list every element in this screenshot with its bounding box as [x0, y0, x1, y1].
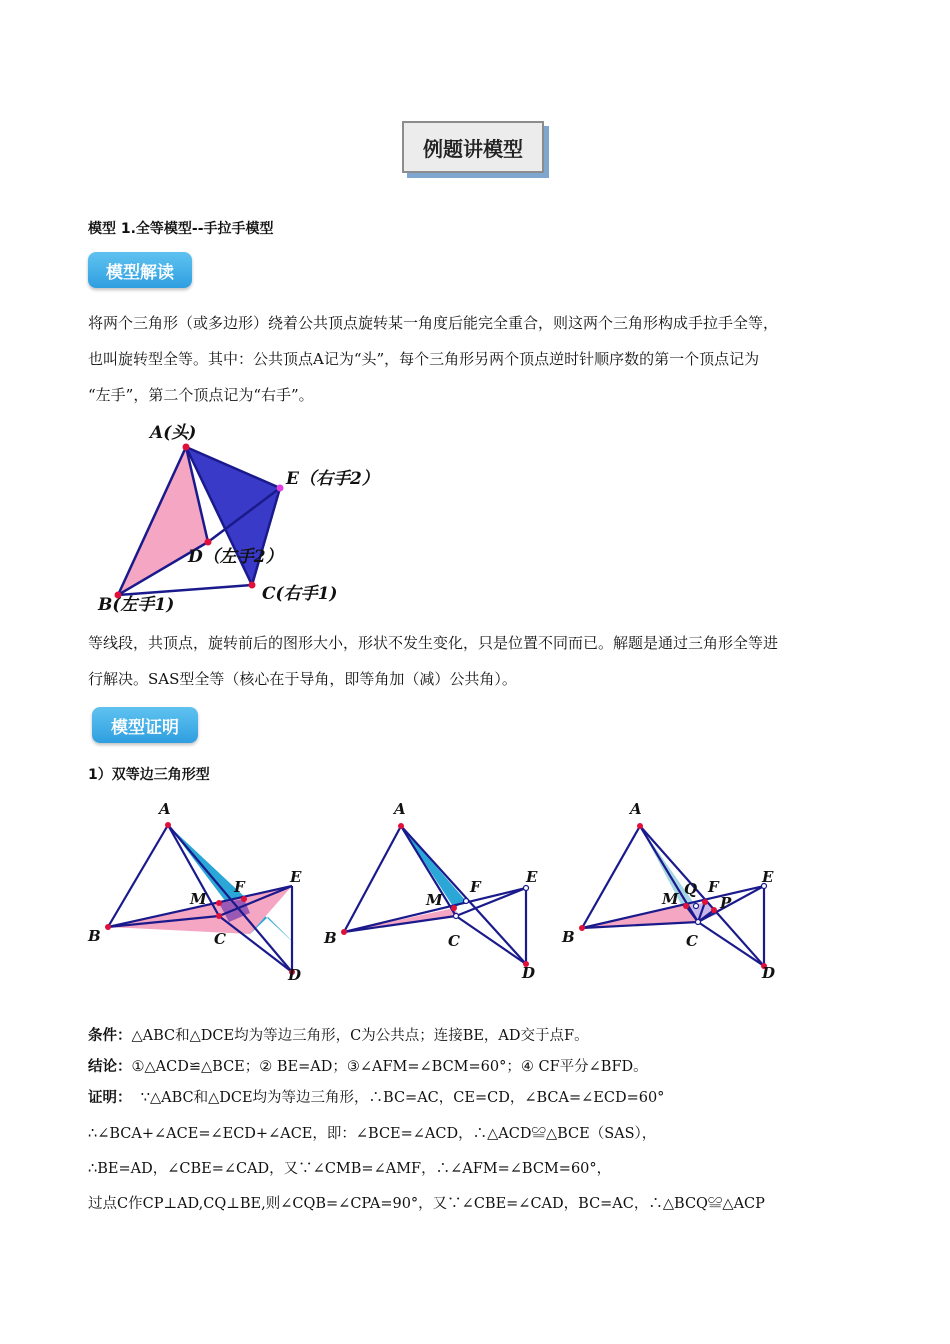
label-A-head: A(头) — [150, 423, 197, 443]
proof-line-4: 过点C作CP⊥AD,CQ⊥BE,则∠CQB=∠CPA=90°，又∵∠CBE=∠CAD，BC=AC，∴△BCQ≌△ACP — [88, 1196, 765, 1212]
proof-line-2: ∴∠BCA+∠ACE=∠ECD+∠ACE，即：∠BCE=∠ACD，∴△ACD≌△BCE（SAS）， — [88, 1126, 657, 1142]
badge-model-proof: 模型证明 — [92, 707, 198, 743]
figure-double-equilateral-3 — [558, 798, 788, 988]
proof-label: 证明： — [88, 1090, 132, 1106]
badge-model-reading: 模型解读 — [88, 252, 192, 288]
fig1-label-M: M — [190, 890, 207, 908]
conclusion-text: ①△ACD≌△BCE；② BE=AD；③∠AFM=∠BCM=60°；④ CF平分∠BFD。 — [131, 1059, 648, 1075]
fig1-label-D: D — [288, 966, 302, 984]
page-title: 例题讲模型 — [402, 121, 544, 173]
conclusion-label: 结论： — [88, 1059, 132, 1075]
fig3-label-D: D — [762, 964, 776, 982]
label-E-right-hand-2: E（右手2） — [286, 469, 379, 489]
fig3-label-P: P — [720, 894, 732, 912]
fig3-label-C: C — [686, 932, 698, 950]
model-heading: 模型 1.全等模型--手拉手模型 — [88, 221, 274, 237]
fig2-label-M: M — [426, 891, 443, 909]
fig1-label-B: B — [88, 927, 101, 945]
label-B-left-hand-1: B(左手1) — [98, 595, 175, 615]
figure-hand-in-hand — [90, 418, 410, 618]
intro-line-1: 将两个三角形（或多边形）绕着公共顶点旋转某一角度后能完全重合，则这两个三角形构成手拉手全等， — [88, 314, 779, 332]
fig3-label-B: B — [562, 928, 575, 946]
fig1-label-A: A — [159, 800, 171, 818]
figure-double-equilateral-2 — [322, 798, 552, 988]
fig3-label-A: A — [630, 800, 642, 818]
condition-label: 条件： — [88, 1028, 132, 1044]
label-D-left-hand-2: D（左手2） — [188, 547, 283, 567]
explanation-line-1: 等线段，共顶点，旋转前后的图形大小，形状不发生变化，只是位置不同而已。解题是通过三角形全等进 — [88, 634, 779, 652]
fig1-label-F: F — [234, 878, 245, 896]
fig2-label-F: F — [470, 878, 481, 896]
condition-line — [88, 1024, 589, 1045]
triangle-abd-fill — [118, 447, 208, 595]
subheading-double-equilateral: 1）双等边三角形型 — [88, 767, 210, 783]
fig3-label-F: F — [708, 878, 719, 896]
explanation-paragraph — [88, 625, 868, 697]
fig2-label-B: B — [324, 929, 337, 947]
conclusion-line — [88, 1055, 648, 1076]
explanation-line-2: 行解决。SAS型全等（核心在于导角，即等角加（减）公共角）。 — [88, 670, 517, 688]
fig3-label-E: E — [762, 868, 774, 886]
fig1-label-E: E — [290, 868, 302, 886]
intro-paragraph — [88, 305, 868, 413]
fig3-label-M: M — [662, 890, 679, 908]
fig2-label-A: A — [394, 800, 406, 818]
condition-text: △ABC和△DCE均为等边三角形，C为公共点；连接BE，AD交于点F。 — [131, 1028, 589, 1044]
figure-double-equilateral-1 — [84, 798, 314, 988]
fig2-label-E: E — [526, 868, 538, 886]
fig2-label-C: C — [448, 932, 460, 950]
label-C-right-hand-1: C(右手1) — [262, 584, 338, 604]
proof-line-1 — [88, 1086, 664, 1107]
fig1-label-C: C — [214, 930, 226, 948]
fig2-label-D: D — [522, 964, 536, 982]
proof-text-1: ∵△ABC和△DCE均为等边三角形，∴BC=AC，CE=CD，∠BCA=∠ECD=60° — [140, 1090, 665, 1106]
fig3-label-Q: Q — [684, 880, 698, 898]
proof-line-3: ∴BE=AD，∠CBE=∠CAD，又∵∠CMB=∠AMF，∴∠AFM=∠BCM=60°， — [88, 1161, 612, 1177]
intro-line-2: 也叫旋转型全等。其中：公共顶点A记为“头”，每个三角形另两个顶点逆时针顺序数的第一个顶点记为 — [88, 350, 760, 368]
intro-line-3: “左手”，第二个顶点记为“右手”。 — [88, 386, 314, 404]
